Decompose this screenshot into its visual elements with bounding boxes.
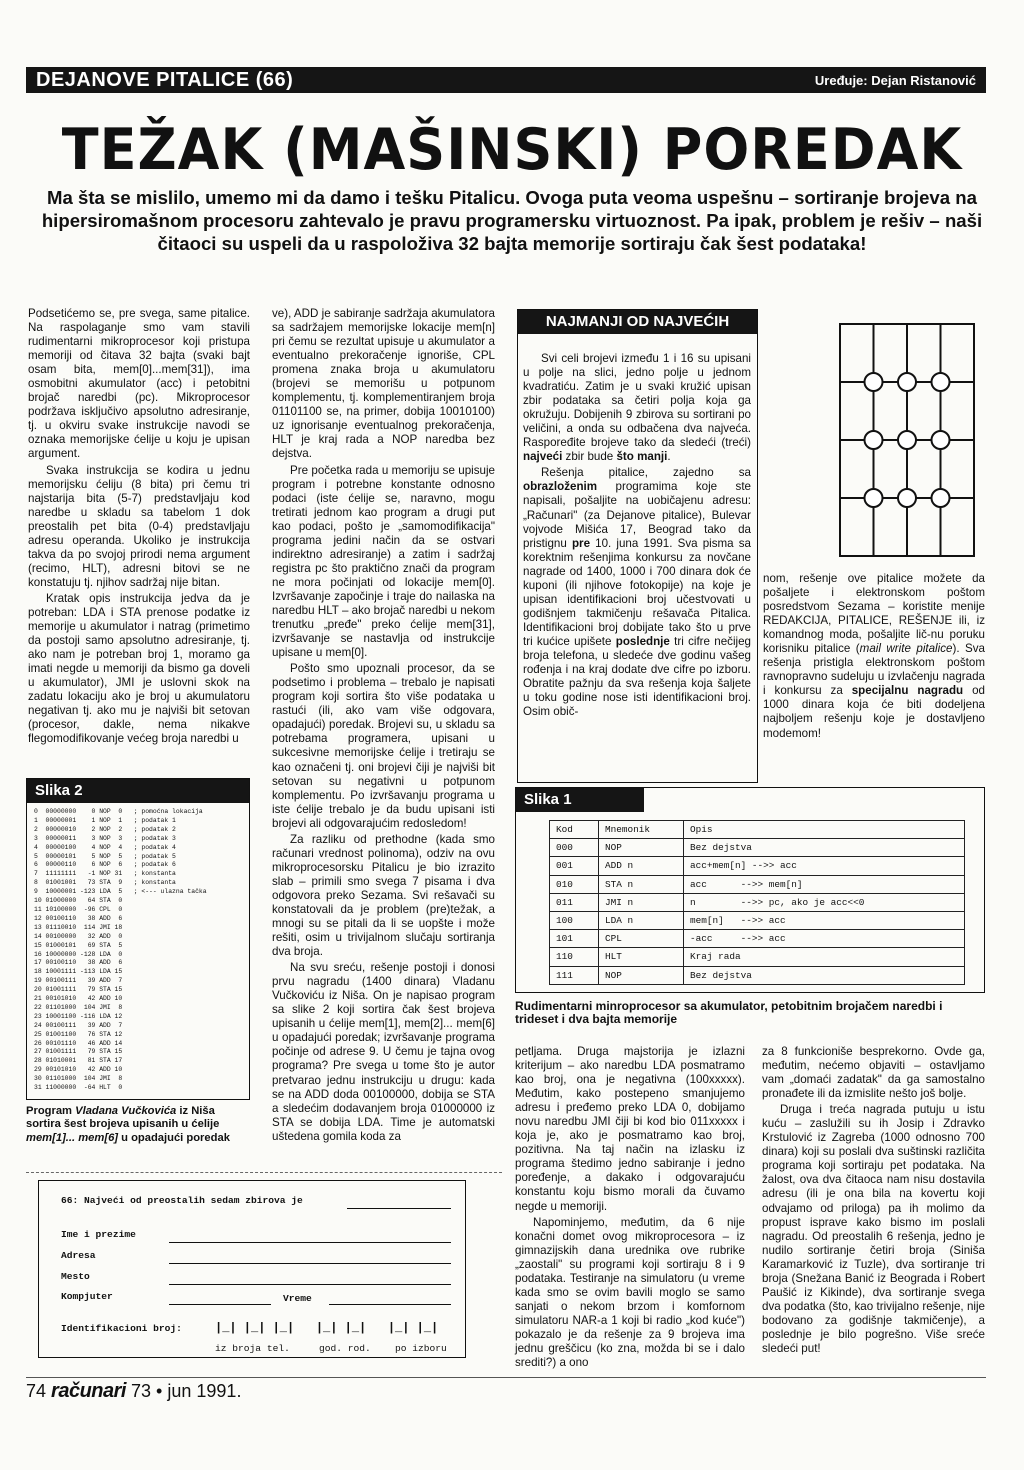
text: programima koje ste napisali, pošaljite na uobičajenu adresu: „Računari" (za Dejanove pitalice), Bulevar vojvode Mišića 17, Beograd tako da pristignu (523, 480, 751, 550)
paragraph: Pošto smo upoznali procesor, da se podsetimo i problema – trebalo je napisati program koji sortira što više podataka u rastući (ili, ako vam više odgovara, opadajući) poredak. Brojevi su, u skladu sa potrebama programera, upisani u sukcesivne memorijske ćelije i tretiraju se kao označeni tj. oni brojevi čiji je najviši bit setovan su negativni u potpunom komplementu. Po izvršavanju programa u iste ćelije trebalo je da budu upisani isti brojevi ali odgovarajućim redosledom! (272, 662, 495, 830)
cell: HLT (599, 948, 684, 966)
paragraph: petljama. Druga majstorija je izlazni kriterijum – ako naredbu LDA posmatramo kao broj, ona je negativna (100xxxxx). Međutim, kako postepeno smanjujemo adresu i pređemo preko LDA 0, dobijamo novu naredbu JMI čiji bi kod bio 011xxxxx i koja je, ako je posmatramo kao broj, pozitivna. Na taj način na izlasku iz programa štedimo jedno sabiranje i jedno poređenje, a dakako i odgovarajuću konstantu koju bismo morali da čuvamo negde u memoriji. (515, 1045, 745, 1213)
id-boxes[interactable]: |_| |_| |_| |_| |_| |_| |_| (215, 1321, 439, 1335)
sidebar-text (523, 352, 751, 721)
cell: 011 (550, 893, 599, 911)
section-band (26, 67, 986, 93)
paragraph: Za razliku od prethodne (kada smo računari vrednost polinoma), odziv na ovu mikroprocesorsku Pitalicu je bio izrazito slab – primili smo svega 7 pisama i dva odgovora preko Sezama. Svi rešavači su konstatovali da je problem (pre)težak, a mnogi su se pitali da li se uopšte i može rešiti, osim u trivijalnom slučaju sortiranja dva broja. (272, 832, 495, 959)
editor-credit: Uređuje: Dejan Ristanović (814, 72, 976, 88)
id-part-year: god. rod. (319, 1343, 371, 1354)
cell: NOP (599, 839, 684, 857)
sum-circle (898, 373, 916, 391)
figure-1-caption: Rudimentarni minroprocesor sa akumulator, petobitnim brojačem naredbi i trideset i dva bajta memorije (515, 999, 943, 1027)
text: ). Sva rešenja pristigla elektronskom poštom ravnopravno sudeluju u izvlačenju nagrada i konkursu za (763, 642, 986, 698)
text: od 1000 dinara koja će biti dodeljena najboljem rešenju koje je dostavljeno modemom! (763, 684, 985, 740)
text: Svi celi brojevi između 1 i 16 su upisani u polje na slici, jedno polje u jednom kvadratiću. Zatim je u svaki kružić upisan zbir podataka sa četiri polja koja ga okružuju. Dobijenih 9 zbirova su sortirani po veličini, a onda su odbačena dva najveća. Raspoređite brojeve tako da sledeći (treći) (523, 352, 751, 450)
cell: LDA n (599, 911, 684, 929)
sum-circle (898, 431, 916, 449)
figure-2-label: Slika 2 (27, 779, 249, 803)
cell: ADD n (599, 857, 684, 875)
coupon-address-label: Adresa (61, 1250, 96, 1261)
table-row (550, 857, 965, 875)
text: nom, rešenje ove pitalice možete da pošaljete i elektronskom poštom posredstvom Sezama – koristite menije REDAKCIJA, PITALICE, REŠENJE ili, iz komandnog moda, pošaljite lič-nu poruku korisniku pitalice ( (763, 572, 985, 656)
table-header-row (550, 821, 965, 839)
cell: 110 (550, 948, 599, 966)
text-bold: što manji (616, 450, 668, 464)
cell: JMI n (599, 893, 684, 911)
table-row (550, 930, 965, 948)
text: tri cifre nečijeg broja telefona, u sledeće dve godinu vašeg rođenja i na kraj dodate dve cifre po izboru. Obratite pažnju da sva rešenja koja šaljete u toku godine nose isti identifikacioni broj. Osim obič- (523, 634, 751, 719)
paragraph: Na svu sreću, rešenje postoji i donosi prvu nagradu (1400 dinara) Vladanu Vučkoviću iz Niša. On je napisao program sa slike 2 koji sortira čak šest brojeva upisanih u ćelije mem[1], mem[2]... mem[6] u opadajući poredak; izvršavanje programa počinje od adrese 9. U čemu je tajna ovog programa? Pre svega u tome što je autor pretvarao jednu instrukciju u drugu: kada se na ADD doda 00100000, dobija se STA a sledećim dodavanjem broja 01000000 iz STA se dobija LDA. Time je automatski uštedena gomila koda za (272, 961, 495, 1143)
address-field[interactable] (169, 1262, 451, 1264)
caption-text: Program (26, 1105, 76, 1117)
sum-circle (898, 489, 916, 507)
table-row (550, 911, 965, 929)
column-3-lower (515, 1045, 745, 1372)
caption-text: u opadajući poredak (118, 1131, 230, 1144)
text-italic: mail write pitalice (859, 642, 953, 656)
column-4-upper (763, 572, 985, 743)
paragraph: Pre početka rada u memoriju se upisuje program i potrebne konstante odnosno podaci (iste ćelije se, naravno, mogu tretirati jednom kao program a drugi put kao podaci, pošto je „samomodifikacija" programa jedini način da se ostvari indirektno adresiranje) a zatim i sadržaj registra pc što praktično znači da program ne mora počinjati od lokacije mem[0]. Izvršavanje započinje i traje do nailaska na naredbu HLT – ako brojač naredbi u nekom trenutku „pređe" preko ćelije mem[31], izvršavanje se nastavlja od instrukcije upisane u mem[0]. (272, 463, 495, 660)
caption-cells: mem[1]... mem[6] (26, 1131, 119, 1144)
caption-text: iz Niša sortira šest brojeva upisanih u ćelije (26, 1105, 220, 1131)
name-field[interactable] (169, 1241, 451, 1243)
cell: 111 (550, 966, 599, 984)
paragraph: Druga i treća nagrada putuju u istu kuću – zaslužili su ih Josip i Zdravko Krstulović iz Zagreba (1000 odnosno 700 dinara) koji su poslali dva suštinski različita programa koji sortiraju pet podataka. Na žalost, ova dva čitaoca nam nisu dostavila adresu (ili je ona bila na kovertu koji odvajamo od priloga) pa ih molimo da propust isprave kako bismo im poslali nagradu. Od preostalih 6 rešenja, jedno je nudilo sortiranje četiri broja (Siniša Karamarković iz Tuzle), dva sortiranje tri broja (Snežana Banić iz Beograda i Robert Paušić iz Kikinde), dva sortiranje svega dva podatka (što, kao trivijalno rešenje, nije bodovano za godišnje takmičenje), a poslednje je bilo pogrešno. Više sreće sledeći put! (762, 1103, 985, 1355)
cell: 100 (550, 911, 599, 929)
cell: 101 (550, 930, 599, 948)
puzzle-grid (612, 328, 758, 352)
id-part-phone: iz broja tel. (215, 1343, 290, 1354)
computer-field[interactable] (169, 1303, 271, 1305)
page-footer (26, 1380, 241, 1403)
coupon-id-label: Identifikacioni broj: (61, 1323, 182, 1334)
time-field[interactable] (329, 1303, 451, 1305)
paragraph: za 8 funkcioniše besprekorno. Ovde ga, međutim, nećemo objaviti – ostavljamo vam „domaći zadatak" da ga samostalno pronađete ili da izmislite nešto još bolje. (762, 1045, 985, 1101)
paragraph: Napominjemo, međutim, da 6 nije konačni domet ovog mikroprocesora – iz gimnazijskih dana urednika ove rubrike „zaostali" su programi koji sortiraju 8 i 9 podataka. Testiranje na simulatoru (u vreme kada smo se ovim bavili moglo se samo sanjati o nekom brzom i komfornom simulatoru NAR-a 1 koji bi radio „kod kuće") pokazalo je da rešenje za 9 brojeva ima jednu greščicu (ko zna, možda bi se i dalo srediti?) a ono (515, 1215, 745, 1370)
paragraph (523, 352, 751, 464)
page-number: 74 (26, 1381, 47, 1401)
figure-2-caption (26, 1105, 252, 1145)
sum-circle (932, 431, 950, 449)
paragraph: Podsetićemo se, pre svega, same pitalice. Na raspolaganje smo vam stavili rudimentarni mikroprocesor koji pristupa memoriji od čitava 32 bajta (svaki bajt osam bita, mem[0]...mem[31]), ima osmobitni akumulator (acc) i petobitni brojač naredbi (pc). Mikroprocesor podržava isključivo apsolutno adresiranje, tj. u okviru svake instrukcije navodi se oznaka memorijske ćelije u koju je upisan argument. (28, 307, 250, 461)
cell: mem[n] -->> acc (684, 911, 965, 929)
cell: CPL (599, 930, 684, 948)
text: 10. juna 1991. Sva pisma sa korektnim rešenjima konkursu za novčane nagrade od 1400, 1000 i 700 dinara dok će kuponi (ili njihove fotokopije) na koje je upisan identifikacioni broj učestvovati u godišnjem takmičenju rešavača Pitalica. Identifikacioni broj dobijate tako što u prve tri kućice upišete (523, 536, 752, 648)
header-cell: Mnemonik (599, 821, 684, 839)
entry-coupon (38, 1180, 466, 1358)
cell: 000 (550, 839, 599, 857)
column-2 (272, 307, 495, 1146)
issue-number: 73 (131, 1381, 152, 1401)
text: . (667, 450, 671, 464)
sum-circle (865, 489, 883, 507)
coupon-name-label: Ime i prezime (61, 1229, 136, 1240)
instruction-table (549, 820, 965, 985)
coupon-time-label: Vreme (283, 1293, 312, 1304)
cell: Kraj rada (684, 948, 965, 966)
paragraph: ve), ADD je sabiranje sadržaja akumulatora sa sadržajem memorijske lokacije mem[n] pri čemu se rezultat upisuje u akumulator a eventualno prekoračenje ignoriše, CPL promena znaka broja u akumulatoru (brojevi se memorišu u potpunom komplementu, tj. komplementiranjem broja 01101100 se, na primer, dobija 10010100) uz ignorisanje eventualnog prekoračenja, HLT je kraj rada a NOP naredba bez dejstva. (272, 307, 495, 461)
cell: STA n (599, 875, 684, 893)
cell: Bez dejstva (684, 839, 965, 857)
table-row (550, 948, 965, 966)
paragraph: Svaka instrukcija se kodira u jednu memorijsku ćeliju (8 bita) pri čemu tri najstarija bita (5-7) predstavljaju kod naredbe u skladu sa tabelom 1 dok preostalih pet bita (0-4) predstavljaju adresu operanda. Ukoliko je instrukcija takva da po svojoj prirodi nema argument (recimo, HLT), adresni bitovi se ne konstatuju tj. njihov sadržaj nije bitan. (28, 463, 250, 589)
cell: 010 (550, 875, 599, 893)
magazine-logo: računari (51, 1380, 126, 1402)
sum-circle (932, 489, 950, 507)
caption-author: Vladana Vučkovića (75, 1105, 177, 1117)
city-field[interactable] (169, 1283, 451, 1285)
figure-1-label: Slika 1 (516, 788, 644, 812)
coupon-computer-label: Kompjuter (61, 1291, 113, 1302)
column-4-lower (762, 1045, 985, 1358)
column-1 (28, 307, 250, 748)
header-cell: Kod (550, 821, 599, 839)
paragraph: Kratak opis instrukcija jedva da je potreban: LDA i STA prenose podatke iz memorije u akumulator i natrag (primetimo da postoji samo apsolutno adresiranje, tj. ako nam je potreban broj 1, moramo ga imati negde u memoriji da bismo ga doveli u akumulator), JMI je uslovni skok na zadatu lokaciju ako je broj u akumulatoru negativan tj. ako mu je najviši bit setovan (procesor, dakle, nema nikakve flegomodifikovanje većeg broja naredbi u (28, 591, 250, 746)
program-listing: 0 00000000 0 NOP 0 ; pomoćna lokacija 1 00000001 1 NOP 1 ; podatak 1 2 00000010 2 NOP 2 ; podatak 2 3 00000011 3 NOP 3 ; podatak 3 4 00000100 4 NOP 4 ; podatak 4 5 00000101 5 NOP 5 ; podatak 5 6 00000110 6 NOP 6 ; podatak 6 7 11111111 -1 NOP 31 ; konstanta 8 01001001 73 STA 9 ; konstanta 9 10000001 -123 LDA 5 ; <--- ulazna tačka 10 01000000 64 STA 0 11 10100000 -96 CPL 0 12 00100110 38 ADD 6 13 01110010 114 JMI 18 14 00100000 32 ADD 0 15 01000101 69 STA 5 16 10000000 -128 LDA 0 17 00100110 38 ADD 6 18 10001111 -113 LDA 15 19 00100111 39 ADD 7 20 01001111 79 STA 15 21 00101010 42 ADD 10 22 01101000 104 JMI 8 23 10001100 -116 LDA 12 24 00100111 39 ADD 7 25 01001100 76 STA 12 26 00101110 46 ADD 14 27 01001111 79 STA 15 28 01010001 81 STA 17 29 00101010 42 ADD 10 30 01101000 104 JMI 8 31 11000000 -64 HLT 0 (34, 808, 207, 1092)
article-lead: Ma šta se mislilo, umemo mi da damo i tešku Pitalicu. Ovoga puta veoma uspešnu – sortiranje brojeva na hipersiromašnom procesoru zahtevalo je pravu programersku virtuoznost. Pa ipak, problem je rešiv – naši čitaoci su uspeli da u raspoloživa 32 bajta memorije sortiraju čak šest podataka! (41, 187, 983, 254)
issue-date: jun 1991. (167, 1381, 242, 1401)
cell: n -->> pc, ako je acc<<0 (684, 893, 965, 911)
answer-line[interactable] (347, 1207, 451, 1209)
table-row (550, 875, 965, 893)
paragraph (763, 572, 985, 741)
cell: NOP (599, 966, 684, 984)
coupon-question: 66: Najveći od preostalih sedam zbirova je (61, 1195, 303, 1206)
table-row (550, 893, 965, 911)
text-bold: obrazloženim (523, 480, 598, 494)
section-title: DEJANOVE PITALICE (66) (36, 68, 294, 91)
sum-circle (865, 373, 883, 391)
text-bold: najveći (523, 450, 563, 464)
table-row (550, 839, 965, 857)
cell: acc -->> mem[n] (684, 875, 965, 893)
column-rule (26, 1377, 986, 1378)
text-bold: pre (571, 536, 591, 550)
text-bold: poslednje (615, 634, 670, 648)
text: zbir bude (562, 450, 617, 464)
puzzle-grid-figure (832, 318, 982, 562)
id-part-choice: po izboru (395, 1343, 447, 1354)
text: Rešenja pitalice, zajedno sa (541, 466, 751, 480)
header-cell: Opis (684, 821, 965, 839)
cell: -acc -->> acc (684, 930, 965, 948)
cell: acc+mem[n] -->> acc (684, 857, 965, 875)
paragraph (523, 466, 751, 719)
sum-circle (932, 373, 950, 391)
text-bold: specijalnu nagradu (851, 684, 964, 698)
coupon-city-label: Mesto (61, 1271, 90, 1282)
sidebar-title: NAJMANJI OD NAJVEĆIH (518, 310, 757, 334)
article-title: TEŽAK (MAŠINSKI) POREDAK (61, 116, 963, 183)
cell: 001 (550, 857, 599, 875)
sum-circle (865, 431, 883, 449)
footer-bullet: • (156, 1381, 163, 1401)
cell: Bez dejstva (684, 966, 965, 984)
table-row (550, 966, 965, 984)
